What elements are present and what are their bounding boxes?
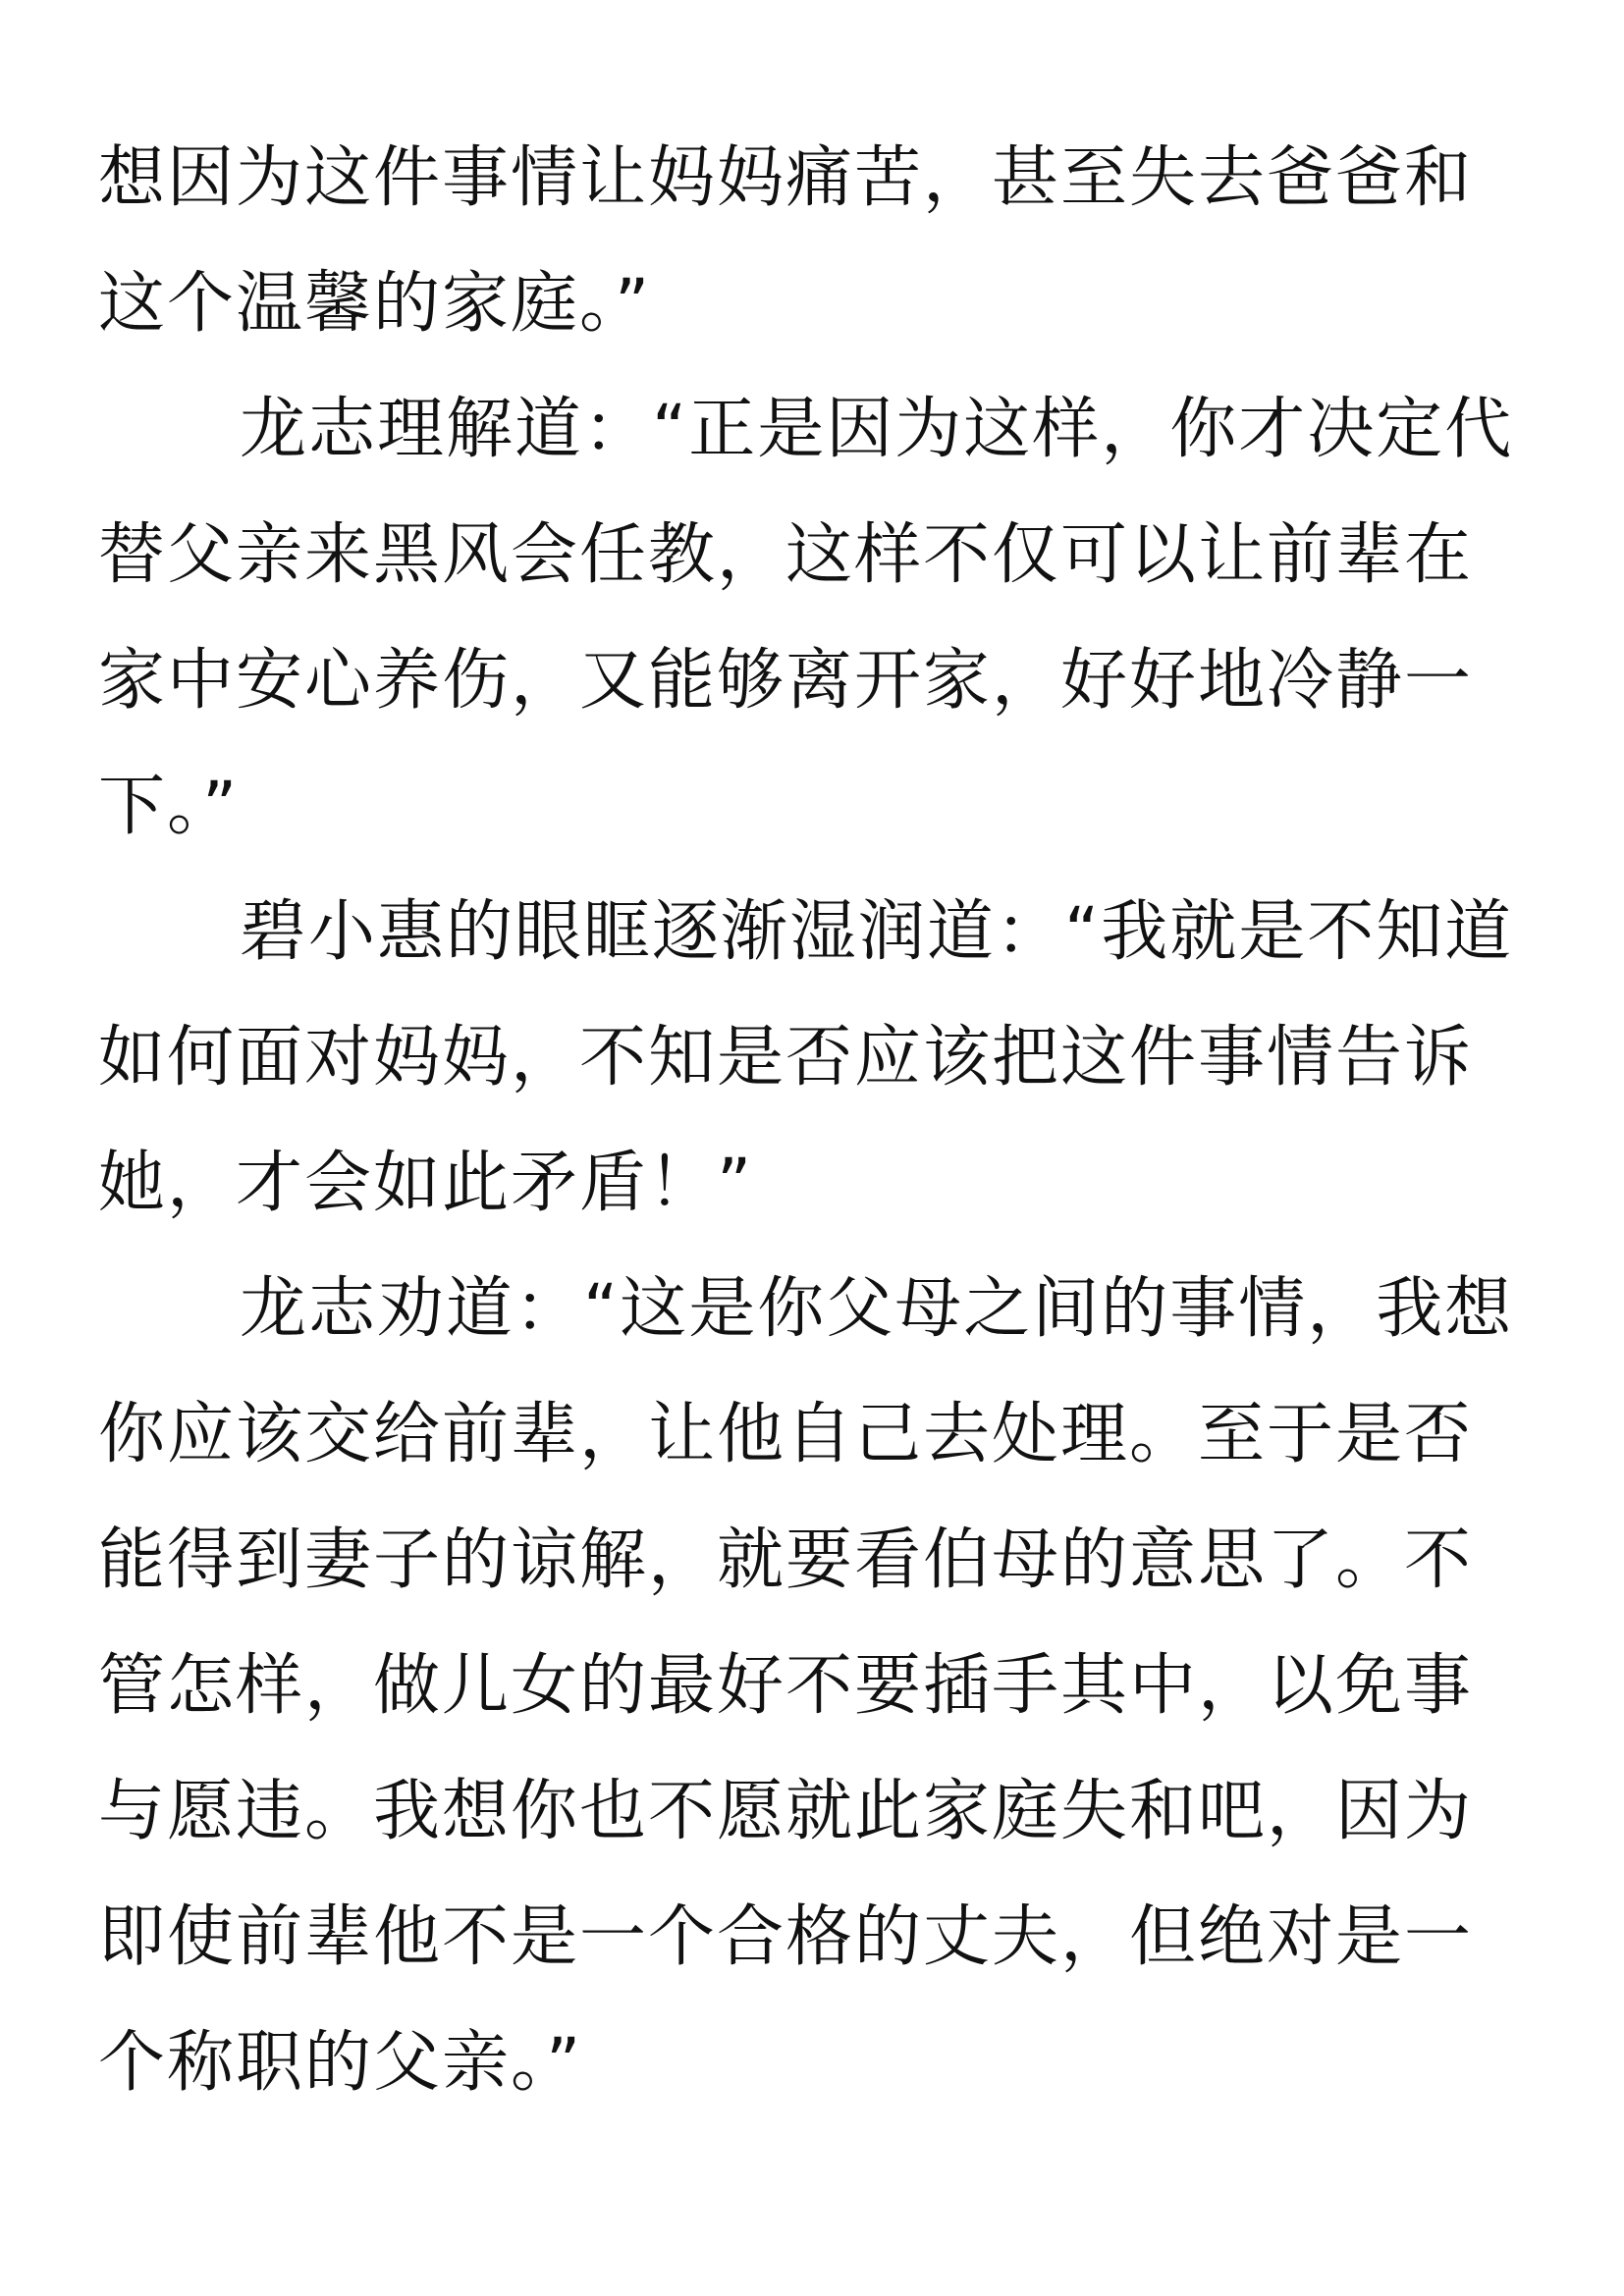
- body-text: [98, 116, 1542, 2126]
- text-line: 这个温馨的家庭。”: [98, 265, 652, 343]
- text-line: 龙志劝道：“这是你父母之间的事情，我想: [240, 1270, 1514, 1348]
- text-line: 碧小惠的眼眶逐渐湿润道：“我就是不知道: [240, 893, 1514, 971]
- text-line: 想因为这件事情让妈妈痛苦，甚至失去爸爸和: [98, 139, 1474, 217]
- text-line: 个称职的父亲。”: [98, 2024, 583, 2102]
- text-line: 与愿违。我想你也不愿就此家庭失和吧，因为: [98, 1773, 1474, 1850]
- text-line: 管怎样，做儿女的最好不要插手其中，以免事: [98, 1647, 1474, 1725]
- text-line: 她，才会如此矛盾！”: [98, 1145, 754, 1222]
- text-line: 能得到妻子的谅解，就要看伯母的意思了。不: [98, 1522, 1474, 1599]
- text-line: 家中安心养伤，又能够离开家，好好地冷静一: [98, 642, 1474, 720]
- text-line: 即使前辈他不是一个合格的丈夫，但绝对是一: [98, 1898, 1474, 1976]
- text-line: 如何面对妈妈，不知是否应该把这件事情告诉: [98, 1019, 1474, 1096]
- text-line: 下。”: [98, 768, 240, 845]
- text-line: 你应该交给前辈，让他自己去处理。至于是否: [98, 1396, 1474, 1473]
- text-line: 替父亲来黑风会任教，这样不仅可以让前辈在: [98, 516, 1474, 594]
- text-line: 龙志理解道：“正是因为这样，你才决定代: [240, 391, 1514, 468]
